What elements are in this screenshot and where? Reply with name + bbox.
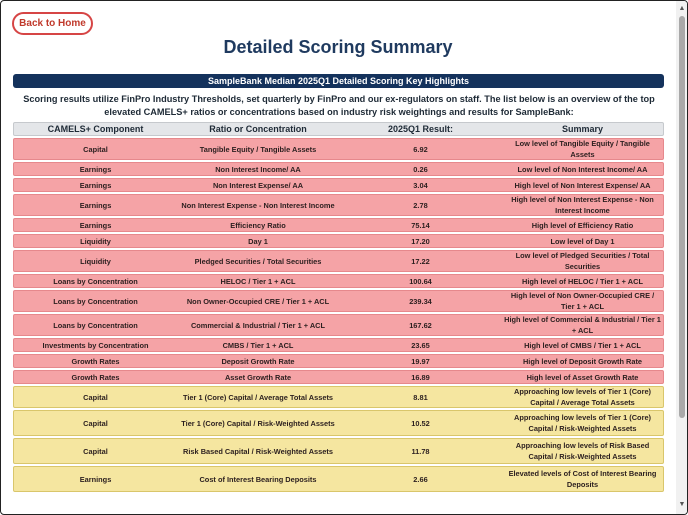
cell-summary: High level of Deposit Growth Rate xyxy=(522,356,643,366)
cell-summary: Low level of Day 1 xyxy=(550,236,615,246)
triangle-up-icon[interactable]: ▲ xyxy=(678,5,686,12)
cell-summary: Low level of Non Interest Income/ AA xyxy=(517,164,648,174)
cell-ratio: Non Interest Income/ AA xyxy=(215,164,301,174)
cell-component: Capital xyxy=(83,446,108,456)
cell-component: Growth Rates xyxy=(71,372,120,382)
cell-component: Loans by Concentration xyxy=(53,276,138,286)
page-title: Detailed Scoring Summary xyxy=(223,37,453,57)
cell-ratio: Tier 1 (Core) Capital / Risk-Weighted Assets xyxy=(181,418,335,428)
cell-result: 0.26 xyxy=(413,164,428,174)
intro-text: Scoring results utilize FinPro Industry Thresholds, set quarterly by FinPro and our ex-regulators on staff. The list below is an overview of the top elevated CAMELS+ ratios or concentrations based on industry risk weightings and results for SampleBank: xyxy=(23,94,655,117)
cell-ratio: Non Interest Expense/ AA xyxy=(212,180,304,190)
cell-summary: High level of Efficiency Ratio xyxy=(531,220,634,230)
cell-summary: Low level of Tangible Equity / Tangible Assets xyxy=(515,139,650,159)
header-result: 2025Q1 Result: xyxy=(387,124,454,134)
cell-result: 167.62 xyxy=(409,320,432,330)
cell-component: Growth Rates xyxy=(71,356,120,366)
cell-result: 17.20 xyxy=(411,236,430,246)
cell-summary: High level of Asset Growth Rate xyxy=(526,372,639,382)
cell-ratio: Deposit Growth Rate xyxy=(221,356,295,366)
cell-summary: Elevated levels of Cost of Interest Bearing Deposits xyxy=(508,469,657,489)
cell-ratio: Cost of Interest Bearing Deposits xyxy=(199,474,317,484)
cell-result: 10.52 xyxy=(411,418,430,428)
scrollbar-thumb[interactable] xyxy=(679,16,685,418)
cell-result: 239.34 xyxy=(409,296,432,306)
cell-ratio: Asset Growth Rate xyxy=(224,372,292,382)
cell-result: 23.65 xyxy=(411,340,430,350)
back-to-home-button[interactable]: Back to Home xyxy=(12,12,93,35)
cell-result: 8.81 xyxy=(413,392,428,402)
cell-result: 75.14 xyxy=(411,220,430,230)
table-row xyxy=(13,438,664,464)
header-summary: Summary xyxy=(561,124,604,134)
cell-result: 19.97 xyxy=(411,356,430,366)
scoring-table xyxy=(13,122,664,494)
cell-ratio: Commercial & Industrial / Tier 1 + ACL xyxy=(190,320,326,330)
table-row xyxy=(13,338,664,352)
highlights-banner: SampleBank Median 2025Q1 Detailed Scoring Key Highlights xyxy=(13,74,664,88)
cell-result: 17.22 xyxy=(411,256,430,266)
cell-ratio: Non Owner-Occupied CRE / Tier 1 + ACL xyxy=(186,296,330,306)
header-component: CAMELS+ Component xyxy=(47,124,144,134)
table-row xyxy=(13,218,664,232)
cell-summary: High level of CMBS / Tier 1 + ACL xyxy=(524,340,641,350)
table-row xyxy=(13,250,664,272)
cell-summary: High level of Non Interest Expense - Non Interest Income xyxy=(511,195,654,215)
cell-result: 100.64 xyxy=(409,276,432,286)
table-row xyxy=(13,138,664,160)
cell-result: 16.89 xyxy=(411,372,430,382)
cell-component: Investments by Concentration xyxy=(42,340,149,350)
cell-ratio: Pledged Securities / Total Securities xyxy=(194,256,322,266)
cell-component: Liquidity xyxy=(80,236,111,246)
cell-component: Capital xyxy=(83,418,108,428)
cell-result: 3.04 xyxy=(413,180,428,190)
cell-ratio: Tangible Equity / Tangible Assets xyxy=(199,144,317,154)
table-row xyxy=(13,178,664,192)
cell-ratio: CMBS / Tier 1 + ACL xyxy=(222,340,294,350)
cell-summary: Low level of Pledged Securities / Total Securities xyxy=(515,251,650,271)
cell-summary: High level of HELOC / Tier 1 + ACL xyxy=(522,276,643,286)
table-row xyxy=(13,194,664,216)
cell-result: 11.78 xyxy=(411,446,430,456)
cell-ratio: Day 1 xyxy=(248,236,268,246)
table-row xyxy=(13,386,664,408)
cell-component: Capital xyxy=(83,144,108,154)
table-row xyxy=(13,290,664,312)
cell-summary: Approaching low levels of Tier 1 (Core) Capital / Average Total Assets xyxy=(513,387,652,407)
table-row xyxy=(13,410,664,436)
table-row xyxy=(13,162,664,176)
cell-summary: High level of Commercial & Industrial / Tier 1 + ACL xyxy=(504,315,661,335)
table-body xyxy=(13,138,664,492)
table-row xyxy=(13,354,664,368)
cell-component: Earnings xyxy=(79,220,112,230)
cell-ratio: Tier 1 (Core) Capital / Average Total Assets xyxy=(182,392,334,402)
header-ratio: Ratio or Concentration xyxy=(209,124,307,134)
cell-component: Earnings xyxy=(79,180,112,190)
cell-ratio: Efficiency Ratio xyxy=(230,220,286,230)
cell-ratio: Non Interest Expense - Non Interest Income xyxy=(181,200,335,210)
cell-component: Loans by Concentration xyxy=(53,296,138,306)
table-row xyxy=(13,370,664,384)
cell-ratio: Risk Based Capital / Risk-Weighted Assets xyxy=(183,446,333,456)
cell-component: Loans by Concentration xyxy=(53,320,138,330)
cell-result: 2.78 xyxy=(413,200,428,210)
cell-ratio: HELOC / Tier 1 + ACL xyxy=(220,276,296,286)
vertical-scrollbar[interactable] xyxy=(676,1,688,515)
cell-summary: High level of Non Owner-Occupied CRE / Tier 1 + ACL xyxy=(510,291,655,311)
cell-result: 6.92 xyxy=(413,144,428,154)
table-row xyxy=(13,314,664,336)
cell-component: Liquidity xyxy=(80,256,111,266)
cell-summary: Approaching low levels of Risk Based Capital / Risk-Weighted Assets xyxy=(515,441,650,461)
table-row xyxy=(13,274,664,288)
triangle-down-icon[interactable]: ▼ xyxy=(678,501,686,508)
cell-component: Earnings xyxy=(79,164,112,174)
table-row xyxy=(13,234,664,248)
table-row xyxy=(13,466,664,492)
cell-component: Capital xyxy=(83,392,108,402)
table-header xyxy=(13,122,664,136)
cell-summary: High level of Non Interest Expense/ AA xyxy=(514,180,651,190)
cell-component: Earnings xyxy=(79,200,112,210)
cell-result: 2.66 xyxy=(413,474,428,484)
cell-component: Earnings xyxy=(79,474,112,484)
cell-summary: Approaching low levels of Tier 1 (Core) Capital / Risk-Weighted Assets xyxy=(513,413,652,433)
